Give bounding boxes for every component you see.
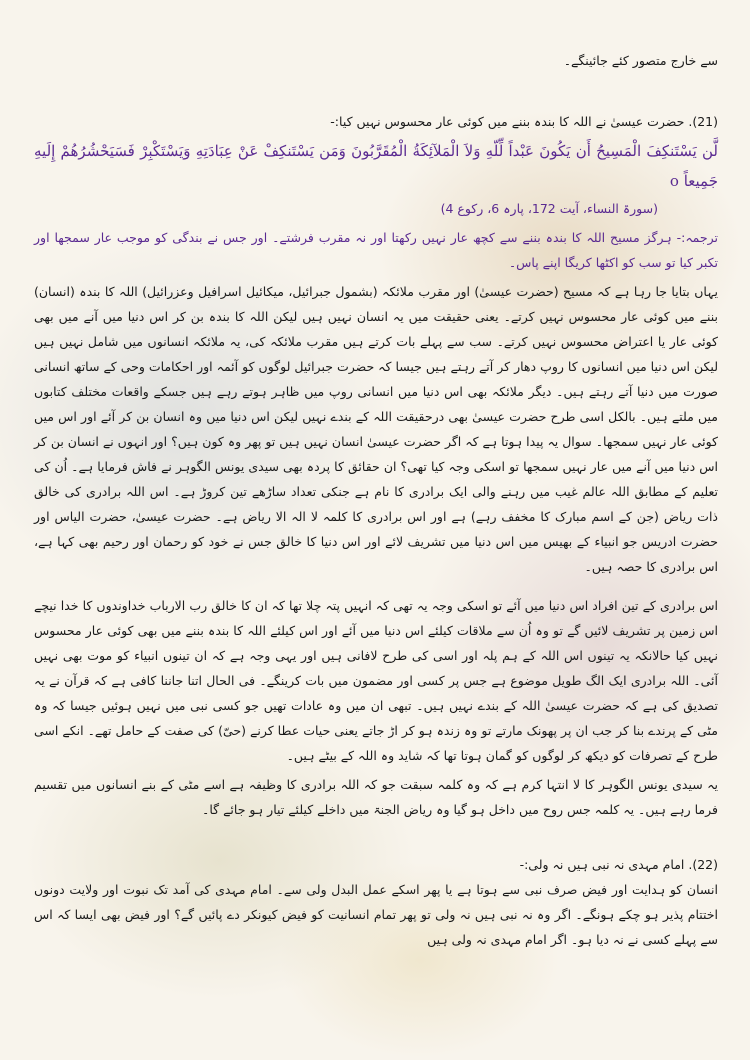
document-page: [34, 48, 718, 952]
section-21-heading: (21). حضرت عیسیٰ نے اللہ کا بندہ بننے میں کوئی عار محسوس نہیں کیا:-: [330, 114, 718, 129]
verse-reference: (سورۃ النساء، آیت 172، پارہ 6، رکوع 4): [440, 201, 658, 216]
verse-translation: [34, 225, 718, 275]
translation-text: ہرگز مسیح اللہ کا بندہ بننے سے کچھ عار نہیں رکھتا اور نہ مقرب فرشتے۔ اور جس نے بندگی کو موجب عار سمجھا اور تکبر کیا تو سب کو اکٹھا کریگا اپنے پاس۔: [34, 230, 718, 270]
section-21-paragraph-2: اس برادری کے تین افراد اس دنیا میں آئے تو اسکی وجہ یہ تھی کہ انہیں پتہ چلا تھا کہ ان کا خالق رب الارباب خداوندوں کا خدا نیچے اس زمین پر تشریف لائیں گے تو وہ اُن سے ملاقات کیلئے اس دنیا میں آئے اور اس کیلئے اللہ کا بندہ بننے میں بھی کوئی عار محسوس نہیں کیا حالانکہ یہ تینوں اس اللہ کے ہم پلہ اور اسی کی طرح لافانی ہیں اور یہی وجہ ہے کہ ان تینوں انبیاء کو موت بھی نہیں آئی۔ اللہ برادری ایک الگ طویل موضوع ہے جس پر کسی اور مضمون میں بات کرینگے۔ فی الحال اتنا جاننا کافی ہے کہ قرآن نے یہ تصدیق کی ہے کہ حضرت عیسیٰ اللہ کے بندے نہیں ہیں۔ تبھی ان میں وہ عادات تھیں جو کسی نبی میں نہیں ہوئیں جیسا کہ وہ مٹی کے پرندے بنا کر جب ان پر پھونک مارتے تو وہ زندہ ہو کر اڑ جاتے یعنی حیات عطا کرنے (حیّ) کی صفت کے حامل تھے۔ انکے اسی طرح کے تصرفات کو دیکھ کر لوگوں کو گمان ہوتا تھا کہ شاید وہ اللہ کے بیٹے ہیں۔: [34, 598, 719, 763]
section-22-paragraph-1: انسان کو ہدایت اور فیض صرف نبی سے ہوتا ہے یا پھر اسکے عمل البدل ولی سے۔ امام مہدی کی آمد تک نبوت اور ولایت دونوں اختتام پذیر ہو چکے ہونگے۔ اگر وہ نہ نبی ہیں نہ ولی تو پھر تمام انسانیت کو فیض کیونکر دے پائیں گے؟ اور فیض بھی ایسا کہ اس سے پہلے کسی نے نہ دیا ہو۔ اگر امام مہدی نہ ولی ہیں: [34, 882, 718, 947]
section-21-paragraph-1: یہاں بتایا جا رہا ہے کہ مسیح (حضرت عیسیٰ) اور مقرب ملائکہ (بشمول جبرائیل، میکائیل اسرافیل وعزرائیل) اللہ کا بندہ (انسان) بننے میں کوئی عار محسوس نہیں کرتے۔ یعنی حقیقت میں یہ انسان نہیں ہیں لیکن اللہ کا بندہ بن کر اس دنیا میں آنے میں بھی کوئی عار یا اعتراض محسوس نہیں کرتے۔ سب سے پہلے بات کرتے ہیں مقرب ملائکہ کی، یہ ملائکہ انسانوں میں شامل نہیں ہیں لیکن اس دنیا میں انسانوں کا روپ دھار کر آتے رہتے ہیں جیسا کہ حضرت جبرائیل لوگوں کو آئمہ اور احکامات وحی کے ساتھ انسانی صورت میں دنیا آتے رہتے ہیں۔ دیگر ملائکہ بھی اس دنیا میں انسانی روپ میں ظاہر ہوتے رہے ہیں جسکے واقعات مختلف کتابوں میں ملتے ہیں۔ بالکل اسی طرح حضرت عیسیٰ بھی درحقیقت اللہ کے بندے نہیں لیکن اس دنیا میں وہ انسان بن کر آئے اور اس میں کوئی عار نہیں سمجھا۔ سوال یہ پیدا ہوتا ہے کہ اگر حضرت عیسیٰ انسان نہیں ہیں تو پھر وہ کون ہیں؟ اور انہوں نے انسان بن کر اس دنیا میں آنے میں عار نہیں سمجھا تو اسکی وجہ کیا تھی؟ ان حقائق کا پردہ بھی سیدی یونس الگوہر نے فاش فرمایا ہے۔ اُن کی تعلیم کے مطابق اللہ عالم غیب میں رہنے والی ایک برادری کا نام ہے جنکی تعداد ساڑھے تین کروڑ ہے۔ اس اللہ برادری کی خالق ذات ریاض (جن کے اسم مبارک کا مخفف رہے) ہے اور اس برادری کا کلمہ لا الہ الا ریاض ہے۔ حضرت عیسیٰ، حضرت الیاس اور حضرت ادریس جو انبیاء کے بھیس میں اس دنیا میں تشریف لائے اور اس دنیا کا خالق جس نے خود کو رحمان اور رحیم بھی کہا ہے، اس برادری کا حصہ ہیں۔: [34, 284, 718, 574]
translation-label: ترجمہ:-: [676, 230, 718, 245]
section-21-paragraph-3: یہ سیدی یونس الگوہر کا لا انتہا کرم ہے کہ وہ کلمہ سبقت جو کہ اللہ برادری کا وظیفہ ہے اسے مٹی کے بنے انسانوں میں تقسیم فرما رہے ہیں۔ یہ کلمہ جس روح میں داخل ہو گیا وہ ریاض الجنۃ میں داخلے کیلئے تیار ہو جائے گا۔: [34, 777, 718, 817]
section-22-heading: (22). امام مہدی نہ نبی ہیں نہ ولی:-: [519, 857, 718, 872]
continuation-line: سے خارج متصور کئے جائینگے۔: [563, 53, 718, 68]
quran-verse: لَّن يَسْتَنكِفَ الْمَسِيحُ أَن يَكُونَ عَبْداً لِّلّهِ وَلاَ الْمَلآئِكَةُ الْمُقَرَّبُونَ وَمَن يَسْتَنكِفْ عَنْ عِبَادَتِهِ وَيَسْتَكْبِرْ فَسَيَحْشُرُهُمْ إِلَيهِ جَمِيعاً o: [34, 142, 718, 190]
